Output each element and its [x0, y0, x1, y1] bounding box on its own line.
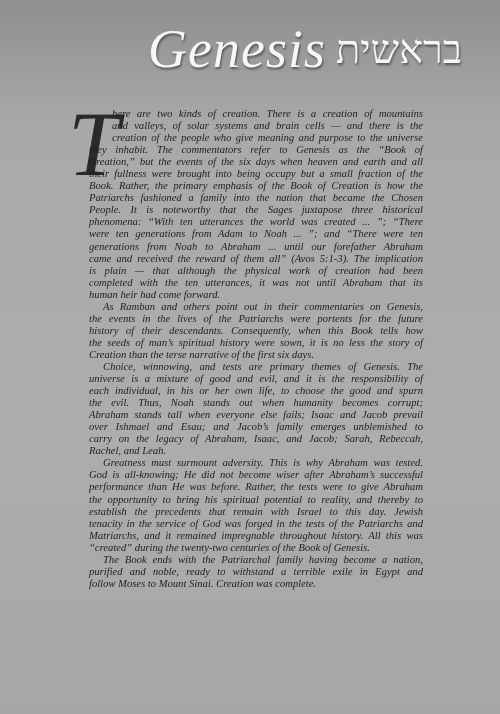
page-header	[147, 19, 462, 79]
text-line: Rachel, and Leah.	[89, 446, 167, 458]
text-line: establish the precedents that remain with Israel to this day. Jewish	[89, 506, 423, 518]
text-line: human heir had come forward.	[89, 289, 221, 301]
text-line: here are two kinds of creation. There is a creation of mountains	[112, 109, 423, 120]
text-line: God is all-knowing; He did not become wiser after Abraham’s successful	[89, 470, 423, 482]
text-line: Greatness must surmount adversity. This is why Abraham was tested.	[103, 458, 423, 470]
text-line: Creation,” but the events of the six days when heaven and earth and all	[89, 157, 423, 169]
text-line: completed with the ten utterances, it was not until Abraham that its	[89, 277, 423, 289]
text-line: The Book ends with the Patriarchal family having become a nation,	[103, 554, 423, 566]
text-line: generations from Noah to Abraham ... until our forefather Abraham	[89, 241, 423, 253]
text-line: the evil. Thus, Noah stands out when humanity becomes corrupt;	[89, 398, 423, 410]
drop-cap: T	[68, 93, 120, 195]
text-line: each individual, in his or her own life, to choose the good and spurn	[89, 386, 423, 398]
text-line: carry on the legacy of Abraham, Isaac, and Jacob; Sarah, Rebeccah,	[89, 434, 423, 446]
text-line: “created” during the twenty-two centuries of the Book of Genesis.	[89, 542, 370, 554]
paragraph	[89, 362, 423, 458]
text-line: their fullness were brought into being occupy but a small fraction of the	[89, 169, 423, 181]
text-line: the opportunity to bring his spiritual potential to reality, and thereby to	[89, 494, 423, 506]
text-line: is plain — that although the physical work of creation had been	[89, 265, 423, 277]
text-line: Patriarchs fashioned a family into the nation that became the Chosen	[89, 193, 423, 205]
text-line: over Ishmael and Esau; and Jacob’s family emerges unblemished to	[89, 422, 423, 434]
text-line: history of their descendants. Consequently, when this Book tells how	[89, 325, 423, 337]
text-line: the events in the lives of the Patriarchs were portents for the future	[89, 313, 423, 325]
paragraph	[89, 555, 423, 591]
text-line: Book. Rather, the primary emphasis of the Book of Creation is how the	[89, 181, 423, 193]
text-line: Choice, winnowing, and tests are primary themes of Genesis. The	[103, 361, 423, 373]
text-line: Matriarchs, and it remained impregnable throughout history. All this was	[89, 530, 423, 542]
text-line: phenomena: “With ten utterances the world was created ... ”; “There	[89, 217, 423, 229]
paragraph	[89, 109, 423, 302]
text-line: were ten generations from Adam to Noah ... ”; and “There were ten	[89, 229, 423, 241]
text-line: performance than He was before. Rather, the tests were to give Abraham	[89, 482, 423, 494]
text-line: follow Moses to Mount Sinai. Creation was complete.	[89, 578, 317, 590]
text-line: and valleys, of solar systems and brain cells — and there is the	[112, 121, 423, 133]
text-line: tenacity in the service of God was forged in the tests of the Patriarchs and	[89, 518, 423, 530]
text-line: creation of the people who give meaning and purpose to the universe	[112, 133, 423, 145]
text-line: Creation than the terse narrative of the first six days.	[89, 349, 314, 361]
body-text	[89, 109, 423, 591]
text-line: People. It is noteworthy that the Sages juxtapose three historical	[89, 205, 423, 217]
paragraph	[89, 458, 423, 554]
page-title-hebrew: בראשית	[335, 27, 462, 73]
text-line: Abraham stands tall when everyone else fails; Isaac and Jacob prevail	[89, 410, 423, 422]
text-line: the seeds of man’s spiritual history were sown, it is no less the story of	[89, 337, 423, 349]
text-line: they inhabit. The commentators refer to Genesis as the “Book of	[89, 145, 423, 157]
text-line: universe is a mixture of good and evil, and it is the responsibility of	[89, 374, 423, 386]
paragraph	[89, 302, 423, 362]
text-line: came and received the reward of them all” (Avos 5:1-3). The implication	[89, 253, 423, 265]
page-title: Genesis	[147, 19, 326, 79]
text-line: purified and noble, ready to withstand a terrible exile in Egypt and	[89, 566, 423, 578]
text-line: As Ramban and others point out in their commentaries on Genesis,	[103, 301, 423, 313]
